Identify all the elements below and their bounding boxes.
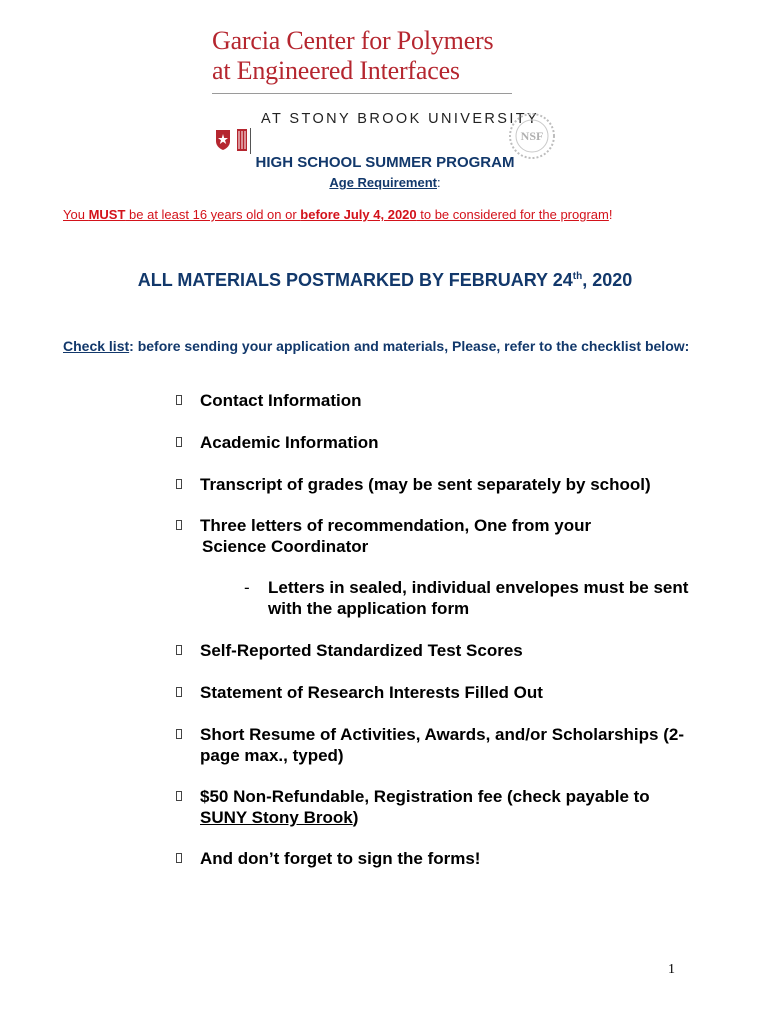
requirement-end: ! xyxy=(608,207,613,222)
requirement-part2: be at least 16 years old on or xyxy=(125,207,301,222)
checklist-item-line2-end: ) xyxy=(352,808,359,827)
requirement-part1: You xyxy=(63,207,89,222)
page-number: 1 xyxy=(668,962,675,977)
checklist-item-line2: Science Coordinator xyxy=(202,537,369,556)
center-name-line2: at Engineered Interfaces xyxy=(212,56,460,85)
checklist-label: Check list xyxy=(63,338,130,354)
checkbox-icon xyxy=(176,437,182,447)
checkbox-icon xyxy=(176,791,182,801)
checklist-item-line1: Short Resume of Activities, Awards, and/or Scholarships (2- xyxy=(200,725,684,744)
nsf-label: NSF xyxy=(520,129,544,143)
checklist-item-text xyxy=(200,786,650,828)
checkbox-icon xyxy=(176,520,182,530)
checklist-intro-text: : before sending your application and materials, Please, refer to the checklist below: xyxy=(129,338,690,354)
checklist-item-text xyxy=(200,515,591,557)
age-requirement-statement xyxy=(63,207,613,222)
checklist-intro xyxy=(63,338,723,355)
checklist-subitem-line1: Letters in sealed, individual envelopes must be sent xyxy=(268,578,689,597)
postmark-deadline xyxy=(0,270,770,291)
center-name-line1: Garcia Center for Polymers xyxy=(212,26,494,55)
deadline-text: ALL MATERIALS POSTMARKED BY FEBRUARY 24 xyxy=(137,270,573,290)
checklist-item-line1: $50 Non-Refundable, Registration fee (check payable to xyxy=(200,787,650,806)
checklist-item-text: And don’t forget to sign the forms! xyxy=(200,849,481,868)
university-name: AT STONY BROOK UNIVERSITY xyxy=(261,111,540,127)
letterhead-rule xyxy=(212,93,512,94)
age-requirement-colon: : xyxy=(437,175,441,190)
checkbox-icon xyxy=(176,395,182,405)
checklist-item-line1: Three letters of recommendation, One from your xyxy=(200,516,592,535)
deadline-sup: th xyxy=(572,271,583,282)
checkbox-icon xyxy=(176,687,182,697)
checklist-item-text xyxy=(200,724,684,766)
checkbox-icon xyxy=(176,645,182,655)
requirement-must: MUST xyxy=(88,207,126,222)
requirement-date: before July 4, 2020 xyxy=(300,207,417,222)
checkbox-icon xyxy=(176,853,182,863)
checklist-subitem-line2: with the application form xyxy=(268,599,470,618)
checklist-item-text: Transcript of grades (may be sent separately by school) xyxy=(200,475,651,494)
letterhead-separator xyxy=(250,128,251,154)
stony-brook-shield-icon xyxy=(215,129,231,151)
checklist-subitem-text xyxy=(268,577,688,619)
stony-brook-wave-icon xyxy=(237,129,247,151)
dash-bullet: - xyxy=(244,578,250,597)
checklist-item-line2: page max., typed) xyxy=(200,746,344,765)
letterhead xyxy=(212,26,562,143)
program-title: HIGH SCHOOL SUMMER PROGRAM xyxy=(255,154,515,171)
checkbox-icon xyxy=(176,729,182,739)
checklist-item-text: Self-Reported Standardized Test Scores xyxy=(200,641,523,660)
payee-name: SUNY Stony Brook xyxy=(200,808,353,827)
checkbox-icon xyxy=(176,479,182,489)
center-name xyxy=(212,26,493,86)
checklist-item-text: Contact Information xyxy=(200,391,362,410)
age-requirement-label: Age Requirement xyxy=(329,175,437,190)
checklist-item-text: Academic Information xyxy=(200,433,379,452)
requirement-part3: to be considered for the program xyxy=(416,207,609,222)
nsf-seal-icon xyxy=(508,112,556,160)
age-requirement xyxy=(0,175,770,190)
deadline-year: , 2020 xyxy=(582,270,633,290)
checklist-item-text: Statement of Research Interests Filled Out xyxy=(200,683,543,702)
